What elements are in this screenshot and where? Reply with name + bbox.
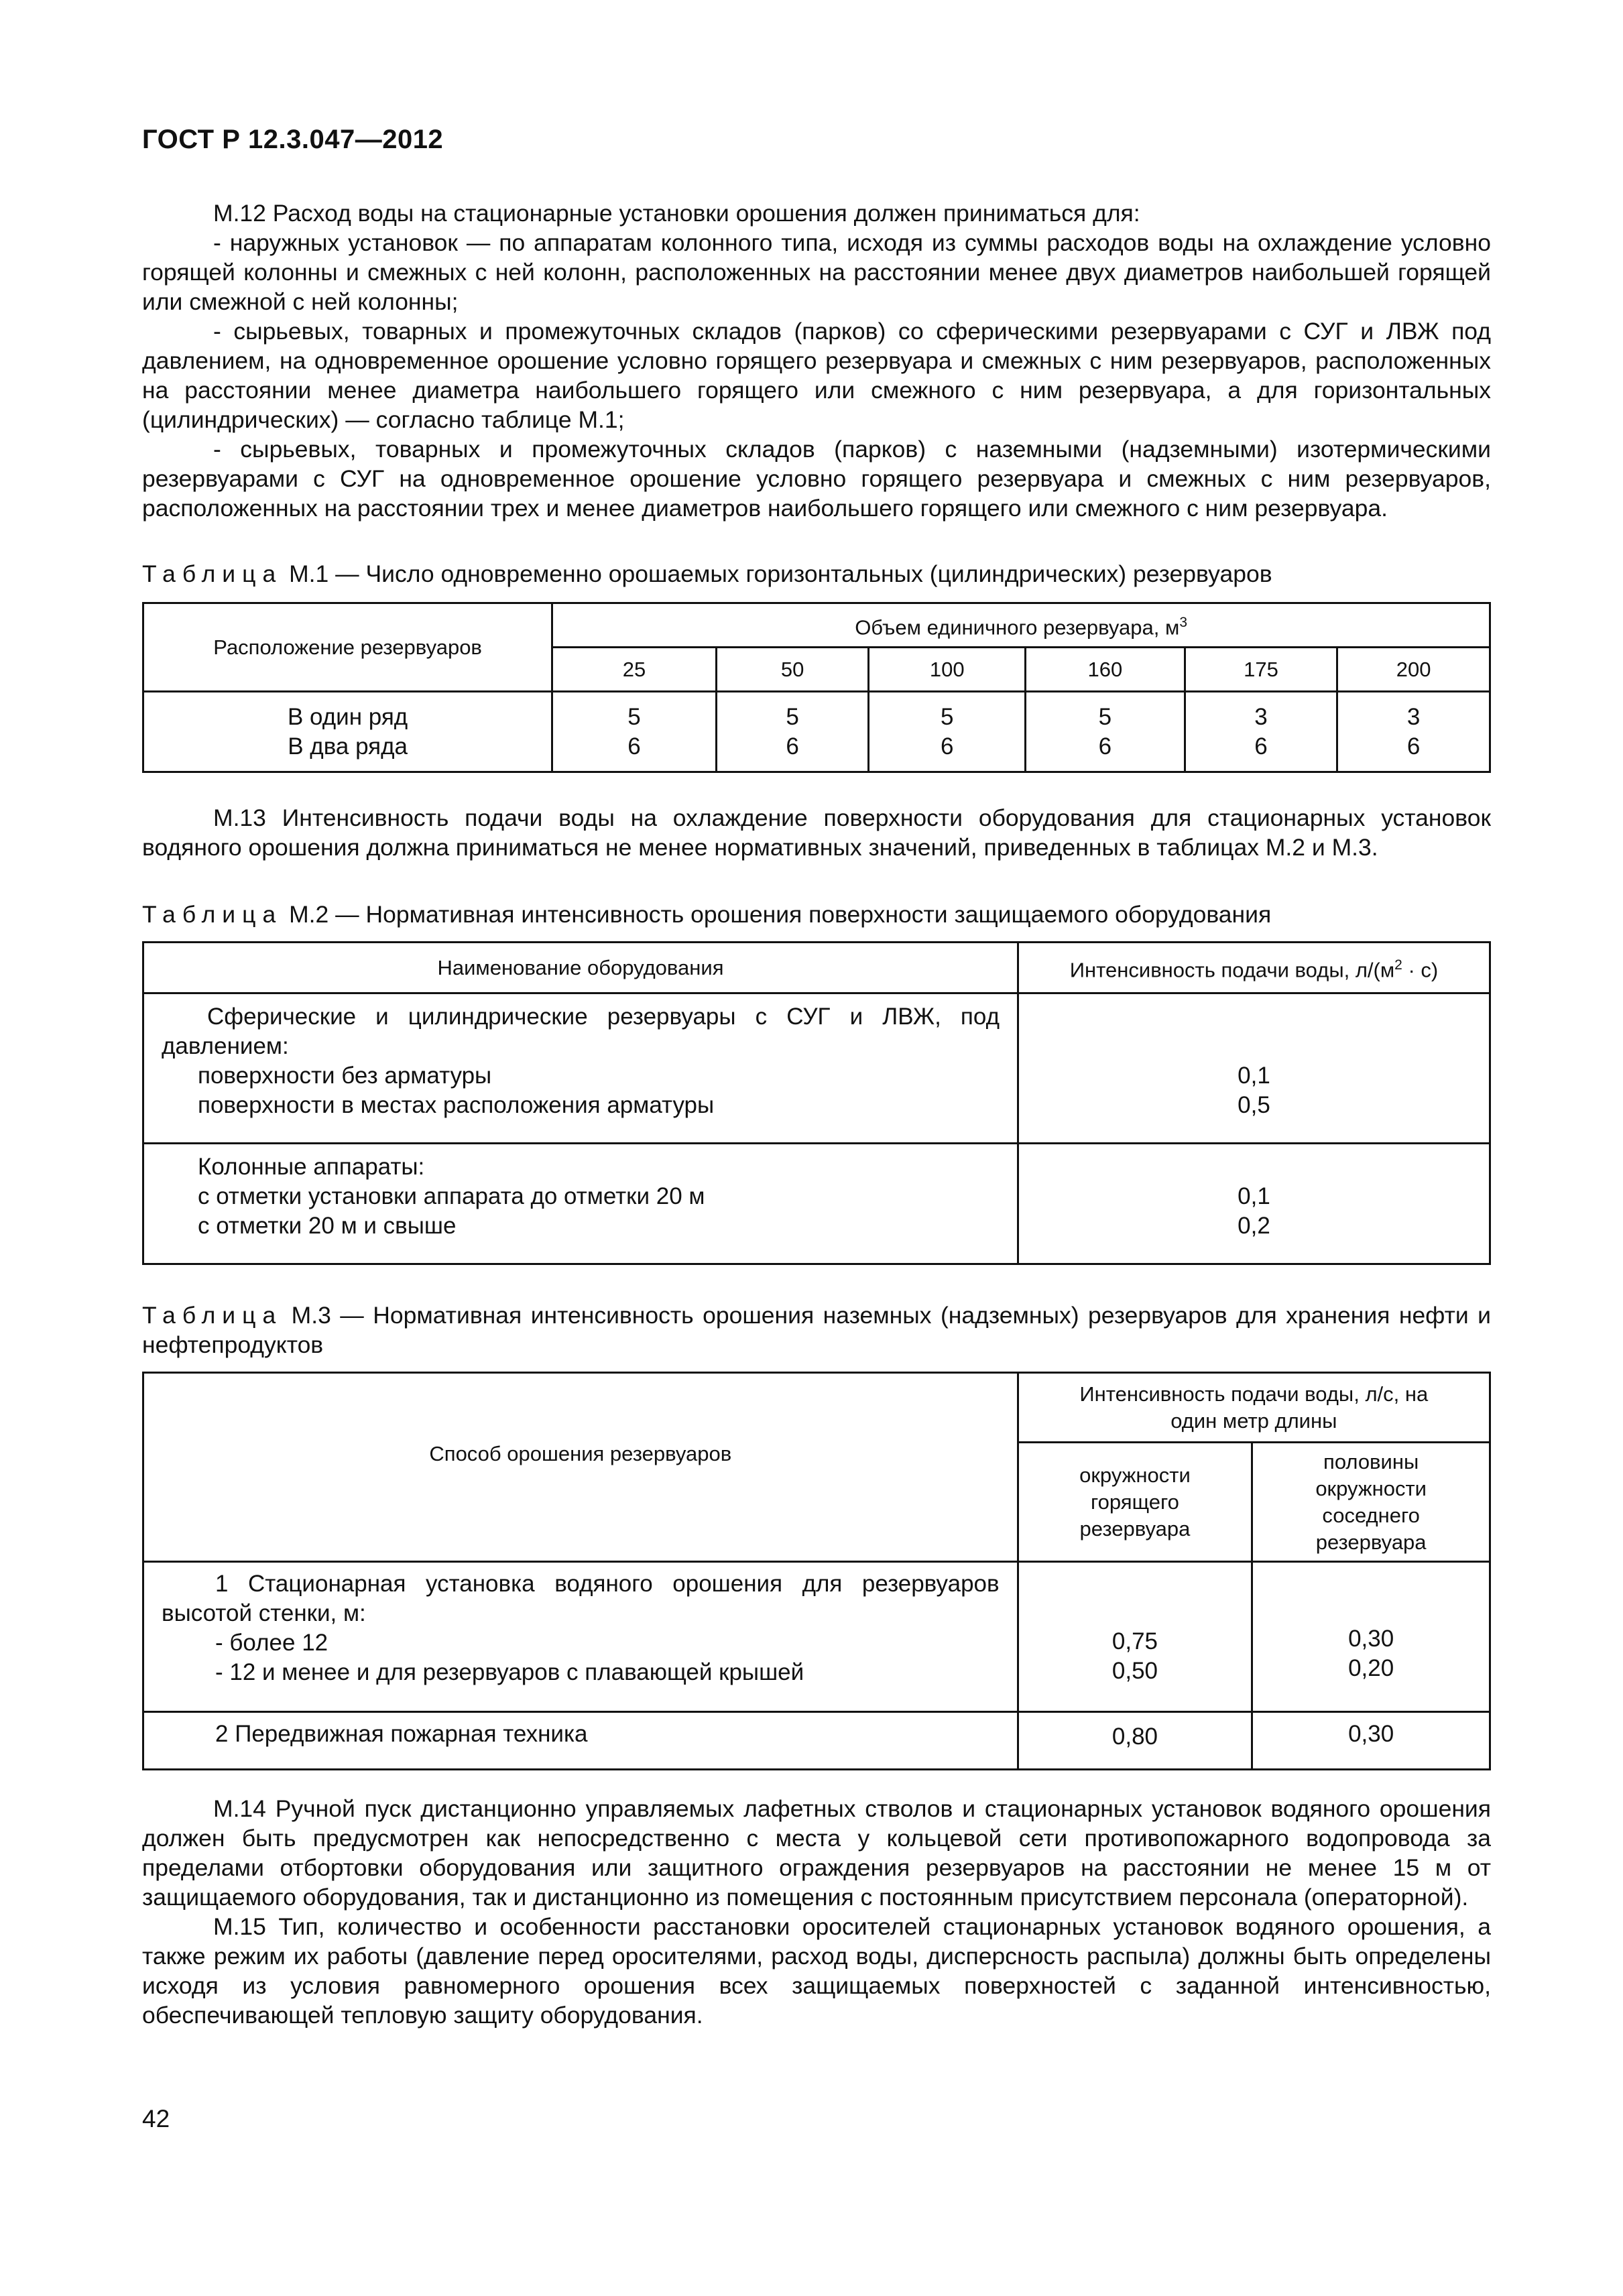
col-header-intensity: Интенсивность подачи воды, $л/(м^2 \cdot с)$ bbox=[1018, 943, 1490, 993]
burning-values bbox=[1018, 1712, 1252, 1770]
method-title: 1 Стационарная установка водяного орошения для резервуаров высотой стенки, м: bbox=[162, 1571, 1000, 1626]
volume-header: 25 bbox=[552, 648, 717, 692]
table-m3-caption bbox=[142, 1301, 1491, 1360]
paragraph: М.14 Ручной пуск дистанционно управляемых лафетных стволов и стационарных установок водяного орошения должен быть предусмотрен как непосредственно с места у кольцевой сети противопожарного водопровода за пределами отбортовки оборудования или защитного ограждения резервуаров на расстоянии не менее 15 м от защищаемого оборудования, так и дистанционно из помещения с постоянным присутствием персонала (операторной). bbox=[142, 1795, 1491, 1911]
document-header: ГОСТ Р 12.3.047—2012 bbox=[142, 125, 444, 154]
table-cell: 6 bbox=[1406, 733, 1421, 760]
table-cell: 5 bbox=[627, 703, 641, 730]
section-m14-m15 bbox=[142, 1794, 1491, 2030]
item-name: поверхности без арматуры bbox=[198, 1063, 492, 1089]
method-row bbox=[143, 1712, 1018, 1770]
volume-header: 160 bbox=[1026, 648, 1185, 692]
table-cell: 5 bbox=[940, 703, 954, 730]
section-m12 bbox=[142, 198, 1491, 523]
paragraph: - наружных установок — по аппаратам колонного типа, исходя из суммы расходов воды на охлаждение условно горящей колонны и смежных с ней колонн, расположенных на расстоянии менее двух диаметров наибольшей горящей или смежной с ней колонны; bbox=[142, 229, 1491, 315]
intensity-values bbox=[1018, 1144, 1490, 1264]
page-number: 42 bbox=[142, 2105, 170, 2132]
table-cell: 5 bbox=[1098, 703, 1112, 730]
paragraph: - сырьевых, товарных и промежуточных складов (парков) со сферическими резервуарами с СУГ и ЛВЖ под давлением, на одновременное орошение условно горящего резервуара и смежных с ним резервуаров, расположенных на расстоянии менее диаметра наибольшего горящего или смежного с ним резервуара, а для горизонтальных (цилиндрических) — согласно таблице М.1; bbox=[142, 318, 1491, 433]
table-cell: 0,20 bbox=[1348, 1655, 1394, 1681]
intensity-values bbox=[1018, 993, 1490, 1144]
neighbor-values bbox=[1252, 1562, 1490, 1712]
table-cell: 0,5 bbox=[1238, 1092, 1270, 1118]
table-cell: 0,1 bbox=[1238, 1063, 1270, 1089]
table-cell: 0,30 bbox=[1348, 1626, 1394, 1652]
table-label: Таблица bbox=[142, 560, 283, 587]
table-cell: 3 bbox=[1406, 703, 1421, 730]
paragraph: - сырьевых, товарных и промежуточных складов (парков) с наземными (надземными) изотермическими резервуарами с СУГ на одновременное орошение условно горящего резервуара и смежных с ним резервуаров, расположенных на расстоянии трех и менее диаметров наибольшего горящего или смежного с ним резервуара. bbox=[142, 436, 1491, 522]
caption-text: М.1 — Число одновременно орошаемых горизонтальных (цилиндрических) резервуаров bbox=[289, 560, 1272, 587]
table-cell: 0,75 bbox=[1111, 1628, 1158, 1654]
paragraph: М.12 Расход воды на стационарные установки орошения должен приниматься для: bbox=[213, 200, 1140, 227]
table-label: Таблица bbox=[142, 901, 283, 928]
row-label: В один ряд bbox=[287, 703, 408, 730]
burning-values bbox=[1018, 1562, 1252, 1712]
table-m1 bbox=[142, 602, 1491, 773]
caption-text: М.3 — Нормативная интенсивность орошения наземных (надземных) резервуаров для хранения нефти и нефтепродуктов bbox=[142, 1302, 1491, 1358]
table-cell: 6 bbox=[786, 733, 799, 760]
row-labels bbox=[143, 692, 552, 772]
volume-header: 100 bbox=[869, 648, 1026, 692]
table-cell: 5 bbox=[786, 703, 799, 730]
volume-header: 175 bbox=[1185, 648, 1337, 692]
table-cell: 6 bbox=[1254, 733, 1268, 760]
item-name: с отметки 20 м и свыше bbox=[198, 1213, 457, 1239]
table-m1-caption bbox=[142, 559, 1491, 589]
col-header-equipment: Наименование оборудования bbox=[143, 943, 1018, 993]
table-cell: 0,1 bbox=[1238, 1183, 1270, 1209]
neighbor-values bbox=[1252, 1712, 1490, 1770]
table-cell: 6 bbox=[940, 733, 954, 760]
table-m2 bbox=[142, 941, 1491, 1265]
table-m2-caption bbox=[142, 900, 1491, 929]
volume-header: 200 bbox=[1337, 648, 1490, 692]
col-header-location: Расположение резервуаров bbox=[143, 603, 552, 692]
sub-header-burning: окружности горящего резервуара bbox=[1018, 1443, 1252, 1562]
col-header-volume: Объем единичного резервуара, $м^3$ bbox=[552, 603, 1490, 648]
table-cell: 3 bbox=[1254, 703, 1268, 730]
item-name: с отметки установки аппарата до отметки 20 м bbox=[198, 1183, 705, 1209]
section-m13 bbox=[142, 803, 1491, 862]
row-label: В два ряда bbox=[288, 733, 408, 760]
table-cell: 0,50 bbox=[1111, 1658, 1158, 1684]
group-title: Колонные аппараты: bbox=[198, 1154, 425, 1180]
method-item: - более 12 bbox=[215, 1630, 328, 1656]
table-cell: 0,30 bbox=[1348, 1721, 1394, 1747]
table-cell: 6 bbox=[1098, 733, 1112, 760]
item-name: поверхности в местах расположения арматуры bbox=[198, 1092, 715, 1118]
table-m3 bbox=[142, 1372, 1491, 1770]
method-row bbox=[143, 1562, 1018, 1712]
sub-header-neighbor: половины окружности соседнего резервуара bbox=[1252, 1443, 1490, 1562]
table-cell: 0,2 bbox=[1238, 1213, 1270, 1239]
equipment-group bbox=[143, 1144, 1018, 1264]
group-title: Сферические и цилиндрические резервуары с СУГ и ЛВЖ, под давлением: bbox=[162, 1004, 1000, 1059]
col-header-intensity: Интенсивность подачи воды, л/с, на один метр длины bbox=[1018, 1373, 1490, 1443]
table-cell: 6 bbox=[627, 733, 641, 760]
table-cell: 0,80 bbox=[1111, 1724, 1158, 1750]
method-item: - 12 и менее и для резервуаров с плавающей крышей bbox=[215, 1659, 804, 1685]
equipment-group bbox=[143, 993, 1018, 1144]
paragraph: М.15 Тип, количество и особенности расстановки оросителей стационарных установок водяного орошения, а также режим их работы (давление перед оросителями, расход воды, дисперсность распыла) должны быть определены исходя из условия равномерного орошения всех защищаемых поверхностей с заданной интенсивностью, обеспечивающей тепловую защиту оборудования. bbox=[142, 1913, 1491, 2029]
volume-header: 50 bbox=[716, 648, 869, 692]
method-title: 2 Передвижная пожарная техника bbox=[215, 1721, 588, 1747]
paragraph: М.13 Интенсивность подачи воды на охлаждение поверхности оборудования для стационарных установок водяного орошения должна приниматься не менее нормативных значений, приведенных в таблицах М.2 и М.3. bbox=[142, 804, 1491, 861]
table-label: Таблица bbox=[142, 1302, 283, 1329]
caption-text: М.2 — Нормативная интенсивность орошения поверхности защищаемого оборудования bbox=[289, 901, 1272, 928]
col-header-method: Способ орошения резервуаров bbox=[143, 1373, 1018, 1562]
